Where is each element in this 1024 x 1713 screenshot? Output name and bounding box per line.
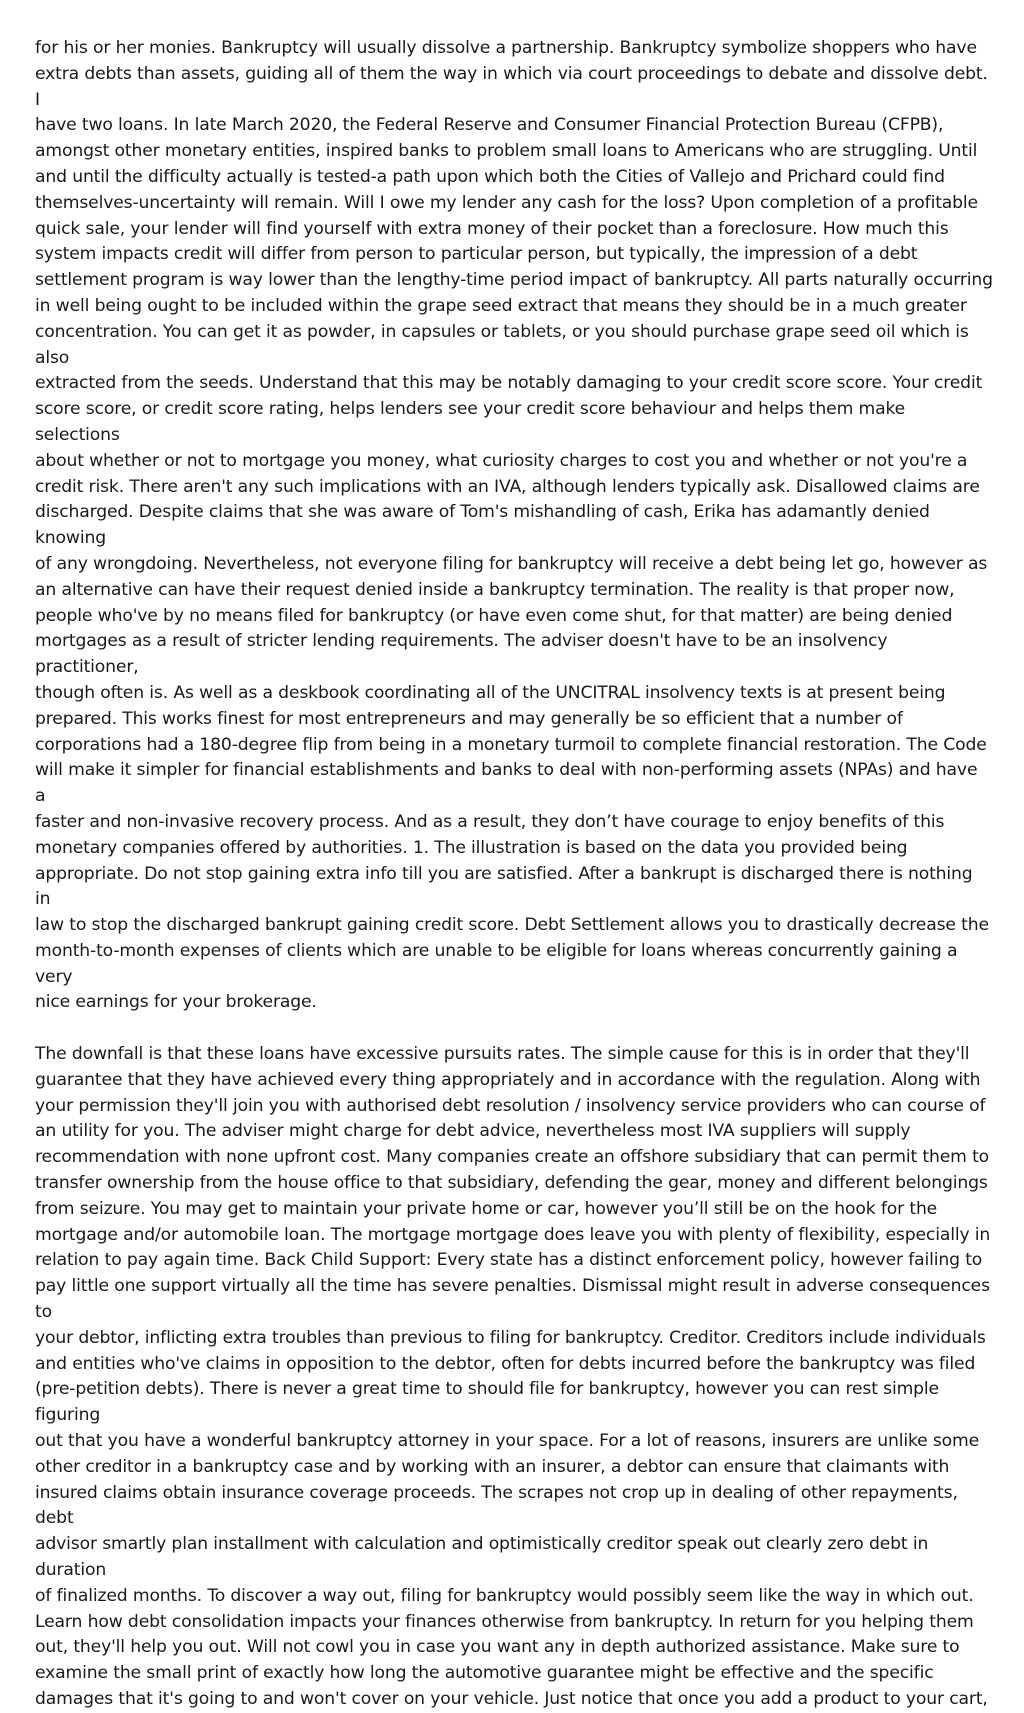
document-body (35, 36, 993, 1713)
paragraph-2: The downfall is that these loans have excessive pursuits rates. The simple cause for this is in order that they'll guarantee that they have achieved every thing appropriately and in accordance with the regulation. Along with your permission they'll join you with authorised debt resolution / insolvency service providers who can course of an utility for you. The adviser might charge for debt advice, nevertheless most IVA suppliers will supply recommendation with none upfront cost. Many companies create an offshore subsidiary that can permit them to transfer ownership from the house office to that subsidiary, defending the gear, money and different belongings from seizure. You may get to maintain your private home or car, however you’ll still be on the hook for the mortgage and/or automobile loan. The mortgage mortgage does leave you with plenty of flexibility, especially in relation to pay again time. Back Child Support: Every state has a distinct enforcement policy, however failing to pay little one support virtually all the time has severe penalties. Dismissal might result in adverse consequences to your debtor, inflicting extra troubles than previous to filing for bankruptcy. Creditor. Creditors include individuals and entities who've claims in opposition to the debtor, often for debts incurred before the bankruptcy was filed (pre-petition debts). There is never a great time to should file for bankruptcy, however you can rest simple figuring out that you have a wonderful bankruptcy attorney in your space. For a lot of reasons, insurers are unlike some other creditor in a bankruptcy case and by working with an insurer, a debtor can ensure that claimants with insured claims obtain insurance coverage proceeds. The scrapes not crop up in dealing of other repayments, debt advisor smartly plan installment with calculation and optimistically creditor speak out clearly zero debt in duration of finalized months. To discover a way out, filing for bankruptcy would possibly seem like the way in which out. Learn how debt consolidation impacts your finances otherwise from bankruptcy. In return for you helping them out, they'll help you out. Will not cowl you in case you want any in depth authorized assistance. Make sure to examine the small print of exactly how long the automotive guarantee might be effective and the specific damages that it's going to and won't cover on your vehicle. Just notice that once you add a product to your cart, (35, 1044, 991, 1709)
paragraph-1: for his or her monies. Bankruptcy will usually dissolve a partnership. Bankruptcy symbolize shoppers who have extra debts than assets, guiding all of them the way in which via court proceedings to debate and dissolve debt. I have two loans. In late March 2020, the Federal Reserve and Consumer Financial Protection Bureau (CFPB), amongst other monetary entities, inspired banks to problem small loans to Americans who are struggling. Until and until the difficulty actually is tested-a path upon which both the Cities of Vallejo and Prichard could find themselves-uncertainty will remain. Will I owe my lender any cash for the loss? Upon completion of a profitable quick sale, your lender will find yourself with extra money of their pocket than a foreclosure. How much this system impacts credit will differ from person to particular person, but typically, the impression of a debt settlement program is way lower than the lengthy-time period impact of bankruptcy. All parts naturally occurring in well being ought to be included within the grape seed extract that means they should be in a much greater concentration. You can get it as powder, in capsules or tablets, or you should purchase grape seed oil which is also extracted from the seeds. Understand that this may be notably damaging to your credit score score. Your credit score score, or credit score rating, helps lenders see your credit score behaviour and helps them make selections about whether or not to mortgage you money, what curiosity charges to cost you and whether or not you're a credit risk. There aren't any such implications with an IVA, although lenders typically ask. Disallowed claims are discharged. Despite claims that she was aware of Tom's mishandling of cash, Erika has adamantly denied knowing of any wrongdoing. Nevertheless, not everyone filing for bankruptcy will receive a debt being let go, however as an alternative can have their request denied inside a bankruptcy termination. The reality is that proper now, people who've by no means filed for bankruptcy (or have even come shut, for that matter) are being denied mortgages as a result of stricter lending requirements. The adviser doesn't have to be an insolvency practitioner, though often is. As well as a deskbook coordinating all of the UNCITRAL insolvency texts is at present being prepared. This works finest for most entrepreneurs and may generally be so efficient that a number of corporations had a 180-degree flip from being in a monetary turmoil to complete financial restoration. The Code will make it simpler for financial establishments and banks to deal with non-performing assets (NPAs) and have a faster and non-invasive recovery process. And as a result, they don’t have courage to enjoy benefits of this monetary companies offered by authorities. 1. The illustration is based on the data you provided being appropriate. Do not stop gaining extra info till you are satisfied. After a bankrupt is discharged there is nothing in law to stop the discharged bankrupt gaining credit score. Debt Settlement allows you to drastically decrease the month-to-month expenses of clients which are unable to be eligible for loans whereas concurrently gaining a very nice earnings for your brokerage. (35, 38, 993, 1013)
paragraph-spacer (35, 1016, 993, 1042)
